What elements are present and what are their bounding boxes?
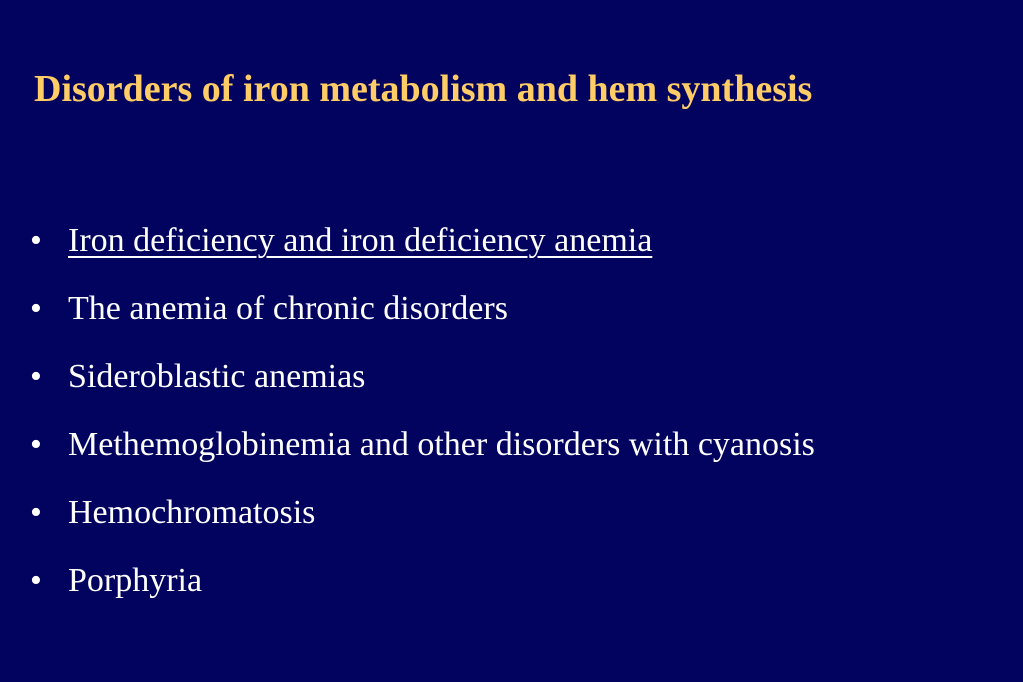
bullet-icon: • — [30, 426, 42, 463]
bullet-item-porphyria — [30, 558, 815, 626]
bullet-text: Porphyria — [68, 562, 203, 599]
bullet-icon: • — [30, 222, 42, 259]
bullet-item-iron-deficiency — [30, 218, 815, 286]
bullet-icon: • — [30, 494, 42, 531]
iron-deficiency-link[interactable]: Iron deficiency and iron deficiency anemia — [68, 222, 653, 259]
slide-title: Disorders of iron metabolism and hem synthesis — [34, 68, 813, 110]
bullet-list — [30, 218, 815, 626]
bullet-item-chronic-disorders — [30, 286, 815, 354]
bullet-text: Hemochromatosis — [68, 494, 316, 531]
bullet-text: Methemoglobinemia and other disorders with cyanosis — [68, 426, 815, 463]
bullet-icon: • — [30, 290, 42, 327]
bullet-item-sideroblastic — [30, 354, 815, 422]
bullet-text: The anemia of chronic disorders — [68, 290, 508, 327]
bullet-item-hemochromatosis — [30, 490, 815, 558]
bullet-icon: • — [30, 562, 42, 599]
bullet-icon: • — [30, 358, 42, 395]
bullet-text: Sideroblastic anemias — [68, 358, 366, 395]
bullet-item-methemoglobinemia — [30, 422, 815, 490]
